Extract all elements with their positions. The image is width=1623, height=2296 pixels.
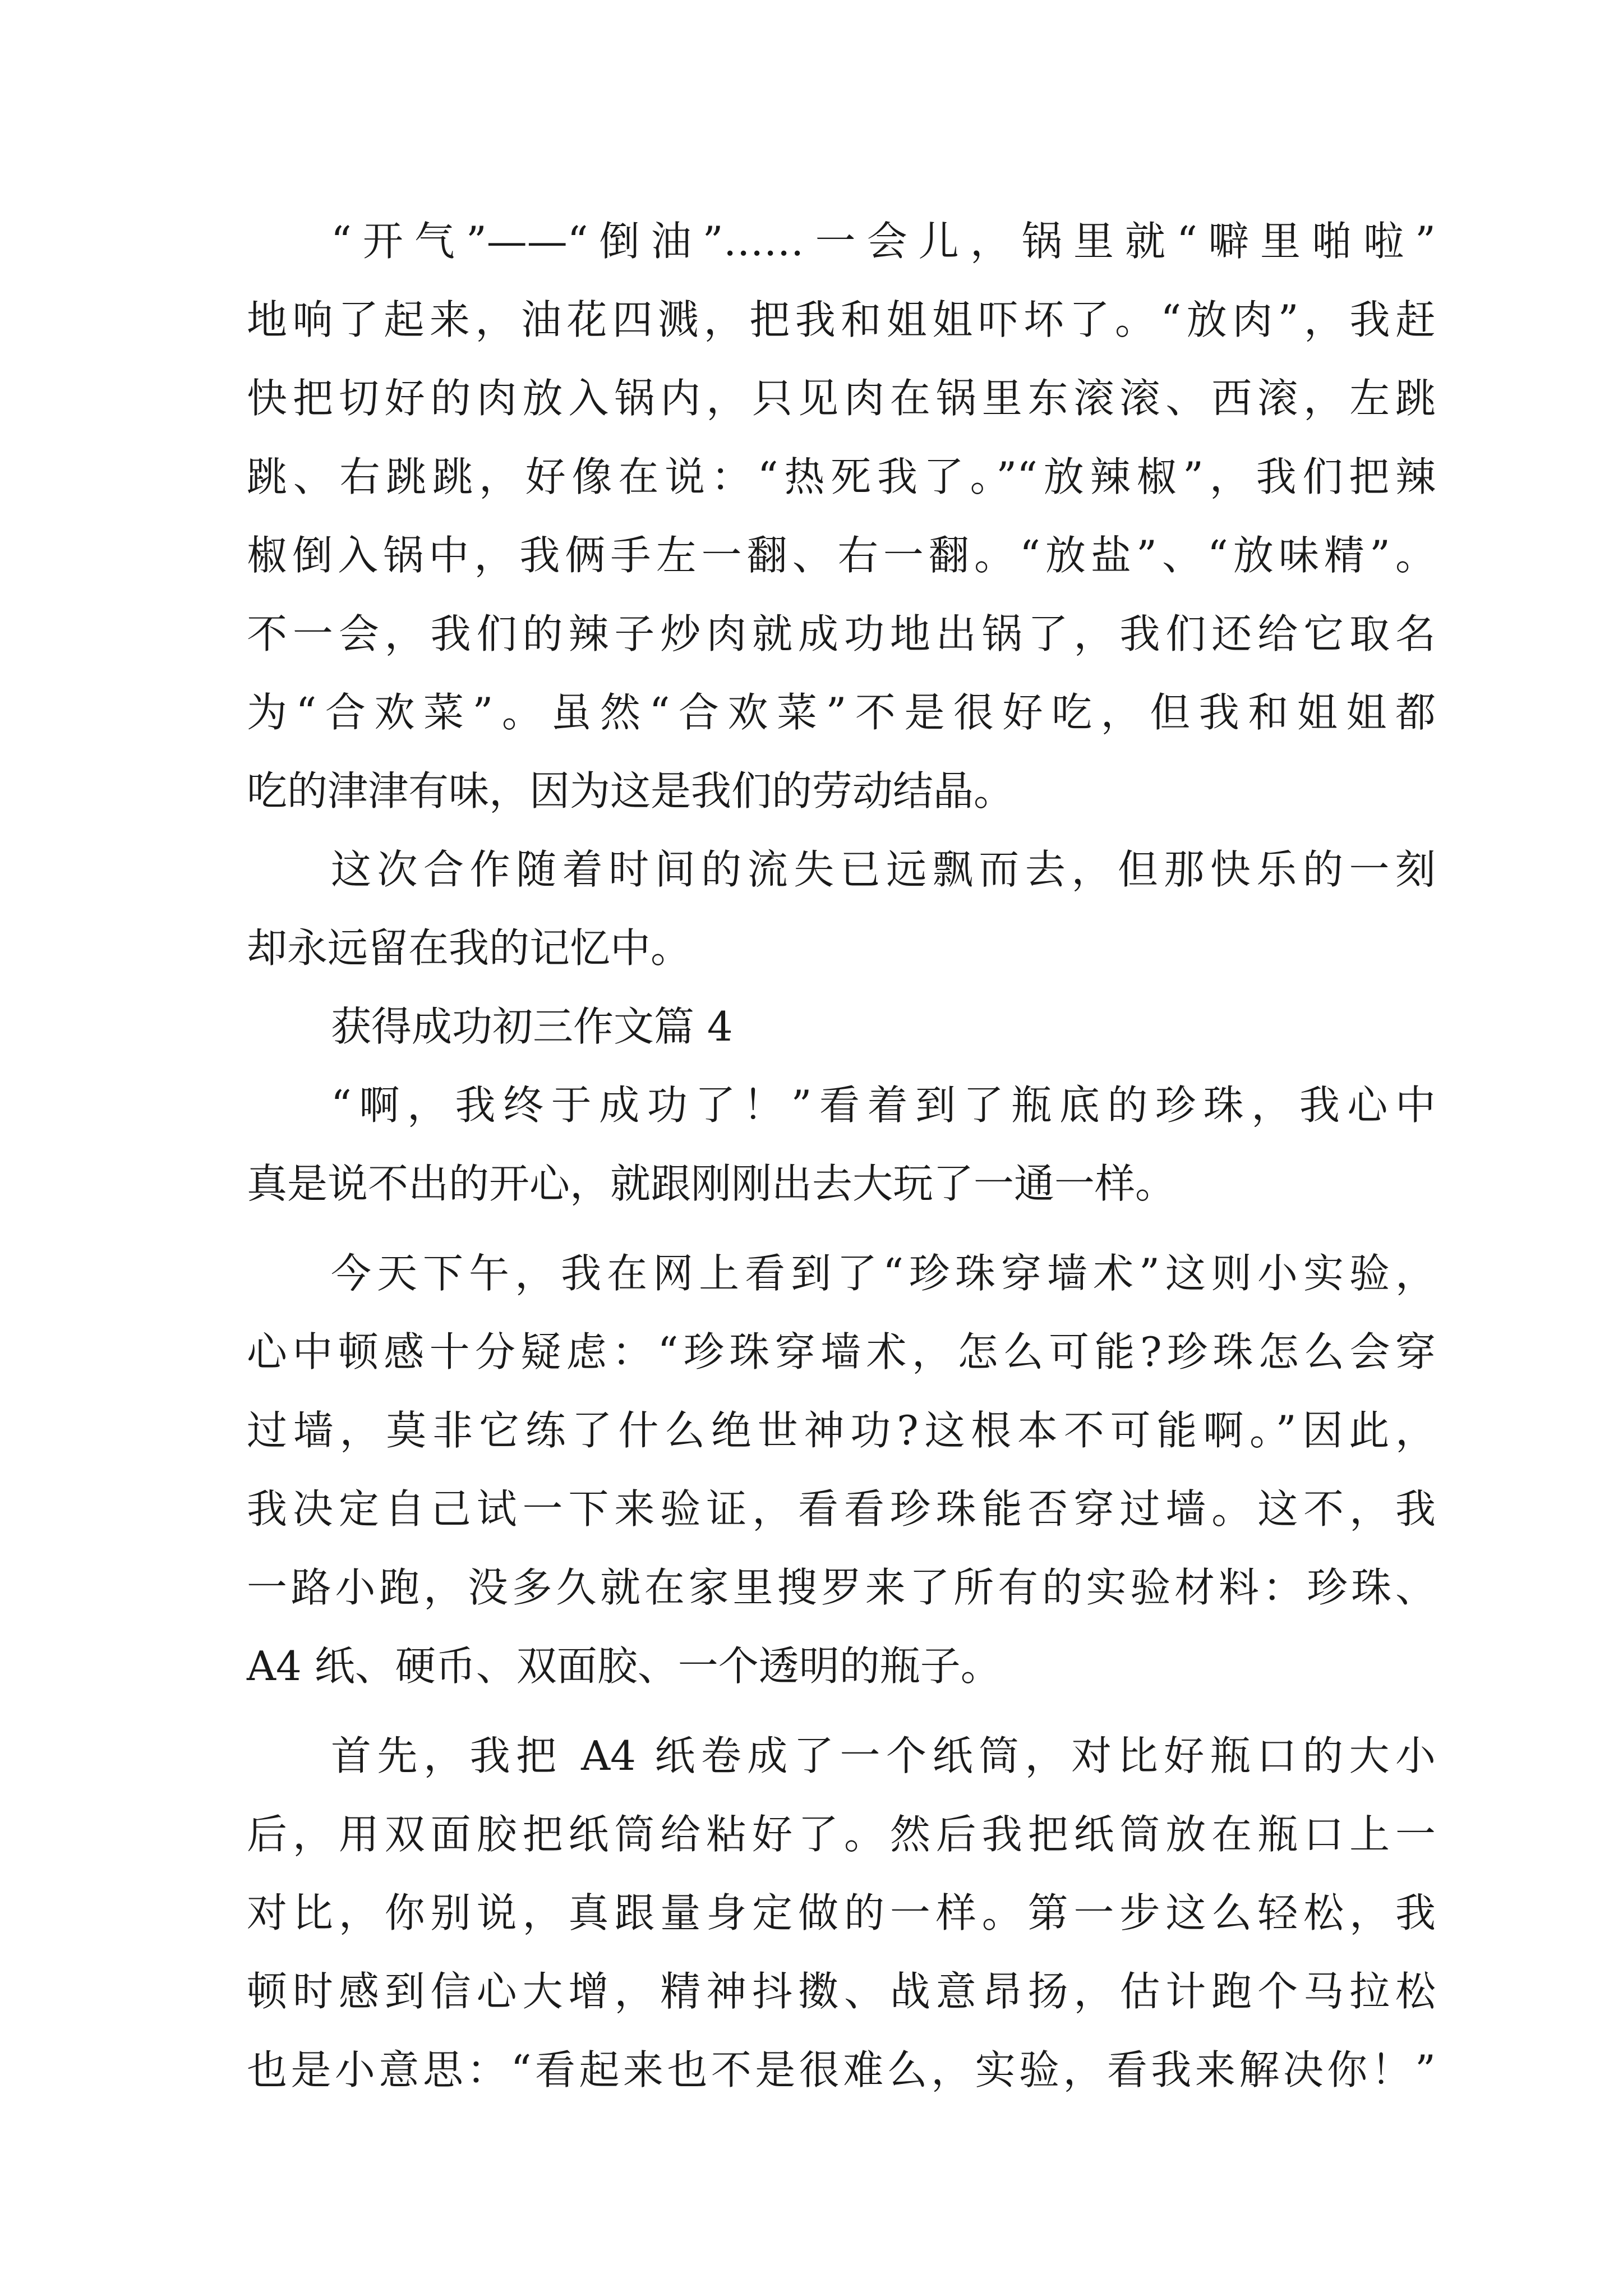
text-line: 快把切好的肉放入锅内，只见肉在锅里东滚滚、西滚，左跳	[247, 375, 1436, 422]
text-line: 跳、右跳跳，好像在说：“热死我了。”“放辣椒”，我们把辣	[247, 453, 1436, 500]
text-line: 吃的津津有味，因为这是我们的劳动结晶。	[247, 767, 1015, 815]
text-line: 我决定自己试一下来验证，看看珍珠能否穿过墙。这不，我	[247, 1485, 1436, 1533]
text-line: 这次合作随着时间的流失已远飘而去，但那快乐的一刻	[331, 846, 1436, 893]
text-line: 顿时感到信心大增，精神抖擞、战意昂扬，估计跑个马拉松	[247, 1968, 1436, 2015]
text-line: 地响了起来，油花四溅，把我和姐姐吓坏了。“放肉”，我赶	[247, 296, 1436, 343]
text-line: 椒倒入锅中，我俩手左一翻、右一翻。“放盐”、“放味精”。	[247, 532, 1436, 579]
text-line: 过墙，莫非它练了什么绝世神功?这根本不可能啊。”因此，	[247, 1407, 1436, 1454]
text-line: 今天下午，我在网上看到了“珍珠穿墙术”这则小实验，	[331, 1250, 1436, 1297]
text-line: “开气”——“倒油”……一会儿，锅里就“噼里啪啦”	[331, 218, 1436, 265]
text-line: 却永远留在我的记忆中。	[247, 924, 691, 972]
text-line: 后，用双面胶把纸筒给粘好了。然后我把纸筒放在瓶口上一	[247, 1811, 1436, 1858]
text-line: 一路小跑，没多久就在家里搜罗来了所有的实验材料：珍珠、	[247, 1564, 1436, 1611]
text-line: 首先，我把 A4 纸卷成了一个纸筒，对比好瓶口的大小	[331, 1732, 1436, 1779]
text-line: 心中顿感十分疑虑：“珍珠穿墙术，怎么可能?珍珠怎么会穿	[247, 1328, 1436, 1375]
text-line: 为“合欢菜”。虽然“合欢菜”不是很好吃，但我和姐姐都	[247, 689, 1436, 736]
text-line: 不一会，我们的辣子炒肉就成功地出锅了，我们还给它取名	[247, 610, 1436, 657]
text-line: 对比，你别说，真跟量身定做的一样。第一步这么轻松，我	[247, 1889, 1436, 1936]
section-heading: 获得成功初三作文篇 4	[331, 1003, 733, 1050]
text-line: 真是说不出的开心，就跟刚刚出去大玩了一通一样。	[247, 1160, 1176, 1207]
text-line: A4 纸、硬币、双面胶、一个透明的瓶子。	[247, 1642, 1001, 1690]
text-line: 也是小意思：“看起来也不是很难么，实验，看我来解决你！”	[247, 2046, 1436, 2093]
text-line: “啊，我终于成功了！”看着到了瓶底的珍珠，我心中	[331, 1082, 1436, 1129]
